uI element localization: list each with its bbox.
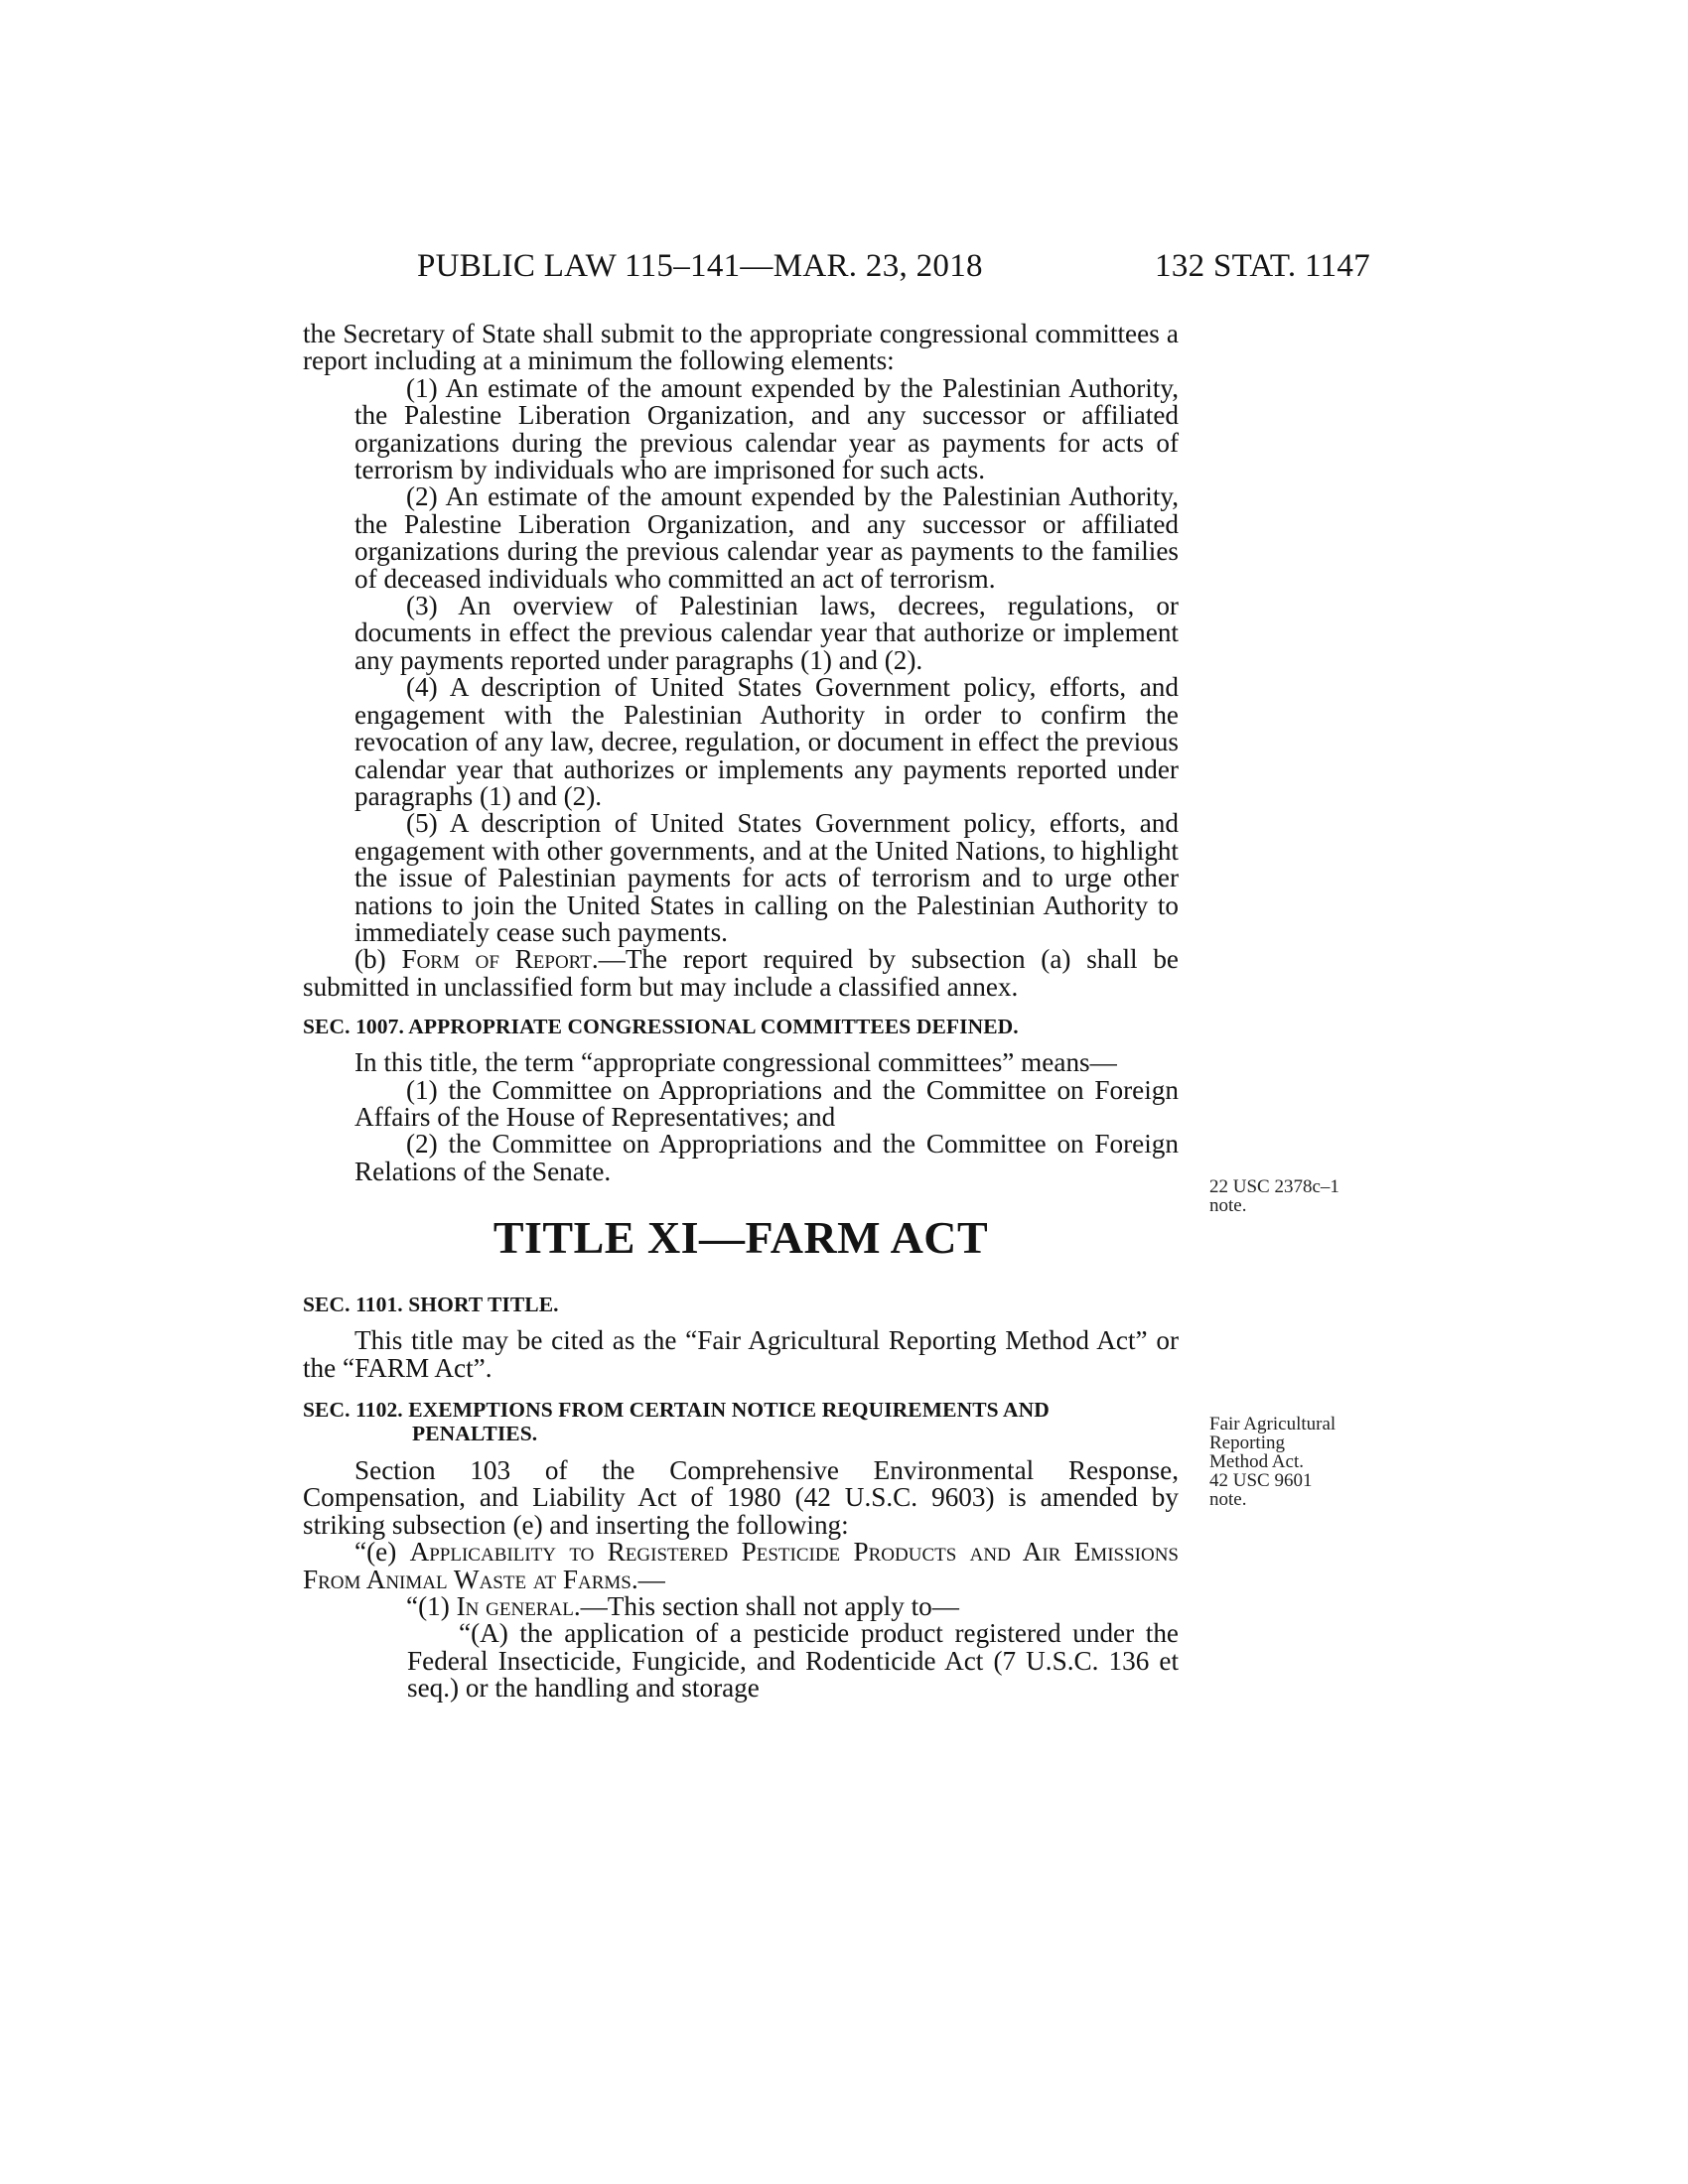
para-1-heading: In general [456, 1591, 574, 1622]
title-xi-heading: TITLE XI—FARM ACT [492, 1212, 989, 1264]
sec-1007-heading: SEC. 1007. APPROPRIATE CONGRESSIONAL COMMITTEES DEFINED. [303, 1015, 1019, 1039]
report-element-4: (4) A description of United States Government policy, efforts, and engagement with the Palestinian Authority in order to confirm the revocation of any law, decree, regulation, or document in effect the previous calendar year that authorizes or implements any payments reported under paragraphs (1) and (2). [354, 672, 1179, 811]
para-1-paragraph [303, 1593, 1179, 1620]
sub-e-heading: Applicability to Registered Pesticide Products and Air Emissions From Animal Waste at Farms [303, 1537, 1179, 1594]
sec-1101-text: This title may be cited as the “Fair Agricultural Reporting Method Act” or the “FARM Act”. [303, 1325, 1179, 1383]
sec-1007-intro: In this title, the term “appropriate congressional committees” means— [354, 1047, 1117, 1078]
margin-note-line: 22 USC 2378c–1 [1209, 1176, 1339, 1197]
report-element-2: (2) An estimate of the amount expended by the Palestinian Authority, the Palestine Liberation Organization, and any successor or affiliated organizations during the previous calendar year as payments to the families of deceased individuals who committed an act of terrorism. [354, 481, 1179, 594]
margin-note-22-usc [1209, 1177, 1339, 1215]
sec-1101-heading: SEC. 1101. SHORT TITLE. [303, 1293, 559, 1317]
document-body [303, 321, 1179, 1703]
sub-a-paragraph: “(A) the application of a pesticide product registered under the Federal Insecticide, Fungicide, and Rodenticide Act (7 U.S.C. 136 et seq.) or the handling and storage [407, 1618, 1179, 1704]
margin-note-line: note. [1209, 1195, 1247, 1216]
statute-page-number: 132 STAT. 1147 [1155, 248, 1370, 284]
sec-1102-intro: Section 103 of the Comprehensive Environmental Response, Compensation, and Liability Act of 1980 (42 U.S.C. 9603) is amended by striking subsection (e) and inserting the following: [303, 1455, 1179, 1540]
margin-note-line: Fair Agricultural [1209, 1414, 1336, 1434]
sec-1102-heading: SEC. 1102. EXEMPTIONS FROM CERTAIN NOTICE REQUIREMENTS AND PENALTIES. [303, 1398, 1050, 1445]
margin-note-line: Method Act. [1209, 1451, 1304, 1472]
form-of-report-heading: Form of Report [401, 944, 592, 975]
page-header [417, 248, 1370, 298]
report-element-5: (5) A description of United States Government policy, efforts, and engagement with other governments, and at the United Nations, to highlight the issue of Palestinian payments for acts of terrorism and to urge other nations to join the United States in calling on the Palestinian Authority to immediately cease such payments. [354, 808, 1179, 947]
subsection-label: (b) [354, 944, 402, 975]
form-of-report-text: .—The report required by subsection (a) shall be submitted in unclassified form but may include a classified annex. [303, 944, 1179, 1002]
report-element-3: (3) An overview of Palestinian laws, decrees, regulations, or documents in effect the previous calendar year that authorize or implement any payments reported under paragraphs (1) and (2). [354, 591, 1179, 675]
form-of-report-paragraph [303, 946, 1179, 1001]
para-1-text: .—This section shall not apply to— [573, 1591, 959, 1622]
sec-1007-item-1: (1) the Committee on Appropriations and the Committee on Foreign Affairs of the House of Representatives; and [354, 1074, 1179, 1132]
margin-note-farm-act [1209, 1415, 1336, 1509]
report-intro-paragraph: the Secretary of State shall submit to the appropriate congressional committees a report including at a minimum the following elements: [303, 319, 1179, 376]
para-1-label: “(1) [406, 1591, 457, 1622]
margin-note-line: note. [1209, 1489, 1247, 1510]
running-head: PUBLIC LAW 115–141—MAR. 23, 2018 [417, 248, 983, 284]
sub-e-label: “(e) [354, 1537, 410, 1568]
sub-e-heading-paragraph [303, 1539, 1179, 1593]
report-element-1: (1) An estimate of the amount expended by the Palestinian Authority, the Palestine Liberation Organization, and any successor or affiliated organizations during the previous calendar year as payments for acts of terrorism by individuals who are imprisoned for such acts. [354, 372, 1179, 485]
sec-1007-item-2: (2) the Committee on Appropriations and the Committee on Foreign Relations of the Senate. [354, 1129, 1179, 1186]
sub-e-dash: .— [631, 1564, 665, 1594]
margin-note-line: Reporting [1209, 1433, 1285, 1453]
margin-note-line: 42 USC 9601 [1209, 1470, 1313, 1491]
